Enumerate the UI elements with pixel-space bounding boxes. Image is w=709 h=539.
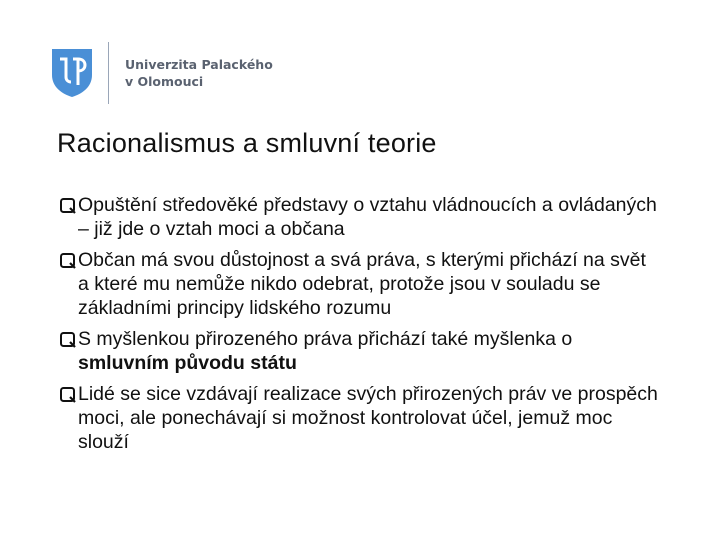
bullet-item (60, 327, 660, 375)
bullet-list (60, 193, 660, 461)
logo-text (125, 56, 273, 90)
logo-divider (108, 42, 109, 104)
slide-title: Racionalismus a smluvní teorie (57, 128, 437, 158)
square-bullet-icon (60, 387, 76, 403)
square-bullet-icon (60, 198, 76, 214)
bullet-item (60, 382, 660, 454)
bullet-text: Opuštění středověké představy o vztahu vládnoucích a ovládaných – již jde o vztah moci a občana (78, 194, 657, 240)
square-bullet-icon (60, 253, 76, 269)
bullet-item (60, 193, 660, 241)
bullet-text: Občan má svou důstojnost a svá práva, s kterými přichází na svět a které mu nemůže nikdo odebrat, protože jsou v souladu se základními principy lidského rozumu (78, 249, 646, 319)
bullet-text: Lidé se sice vzdávají realizace svých přirozených práv ve prospěch moci, ale ponechávají si možnost kontrolovat účel, jemuž moc slouží (78, 383, 658, 453)
bullet-text: S myšlenkou přirozeného práva přichází také myšlenka o (78, 328, 573, 350)
logo-line-2: v Olomouci (125, 74, 204, 89)
university-logo (50, 42, 273, 104)
bullet-item (60, 248, 660, 320)
square-bullet-icon (60, 332, 76, 348)
logo-line-1: Univerzita Palackého (125, 57, 273, 72)
bullet-text-bold: smluvním původu státu (78, 352, 297, 374)
upol-shield-icon (50, 47, 94, 99)
